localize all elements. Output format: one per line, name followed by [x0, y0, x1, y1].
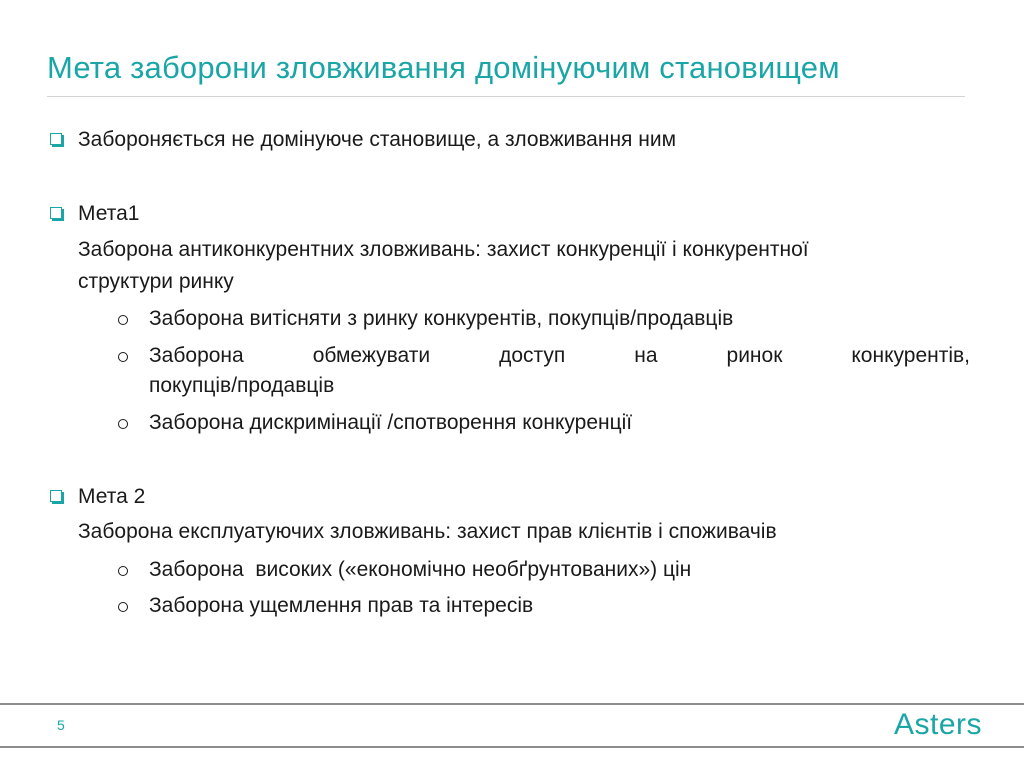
bullet-2-text: Мета1 [78, 202, 140, 225]
circle-bullet-icon [118, 315, 128, 325]
goal-1-description-line-1: Заборона антиконкурентних зловживань: захист конкуренції і конкурентної [78, 238, 809, 261]
word: доступ [499, 344, 566, 367]
circle-bullet-icon [118, 419, 128, 429]
word: Заборона [149, 344, 244, 367]
footer-divider-bottom [0, 746, 1024, 748]
circle-bullet-icon [118, 566, 128, 576]
goal-2-sub-item-2: Заборона ущемлення прав та інтересів [149, 594, 534, 617]
footer-divider-top [0, 703, 1024, 705]
bullet-3-text: Мета 2 [78, 485, 146, 508]
goal-2-sub-item-1: Заборона високих («економічно необґрунтованих») цін [149, 558, 692, 581]
asters-logo: Asters [894, 708, 983, 741]
goal-1-description-line-2: структури ринку [78, 270, 234, 293]
word: конкурентів, [851, 344, 970, 367]
slide-title: Мета заборони зловживання домінуючим становищем [47, 50, 840, 85]
bullet-1-text: Забороняється не домінуюче становище, а зловживання ним [78, 128, 677, 151]
goal-2-description: Заборона експлуатуючих зловживань: захист прав клієнтів і споживачів [78, 520, 777, 543]
goal-1-sub-item-2-line-2: покупців/продавців [149, 374, 335, 397]
goal-1-sub-item-3: Заборона дискримінації /спотворення конкуренції [149, 411, 633, 434]
word: ринок [726, 344, 783, 367]
page-number: 5 [57, 717, 65, 733]
circle-bullet-icon [118, 602, 128, 612]
word: обмежувати [312, 344, 431, 367]
square-bullet-icon [50, 490, 62, 502]
square-bullet-icon [50, 133, 62, 145]
goal-1-sub-item-2-line-1 [149, 343, 970, 369]
goal-1-sub-item-1: Заборона витісняти з ринку конкурентів, покупців/продавців [149, 307, 734, 330]
circle-bullet-icon [118, 352, 128, 362]
square-bullet-icon [50, 207, 62, 219]
word: на [634, 344, 658, 367]
